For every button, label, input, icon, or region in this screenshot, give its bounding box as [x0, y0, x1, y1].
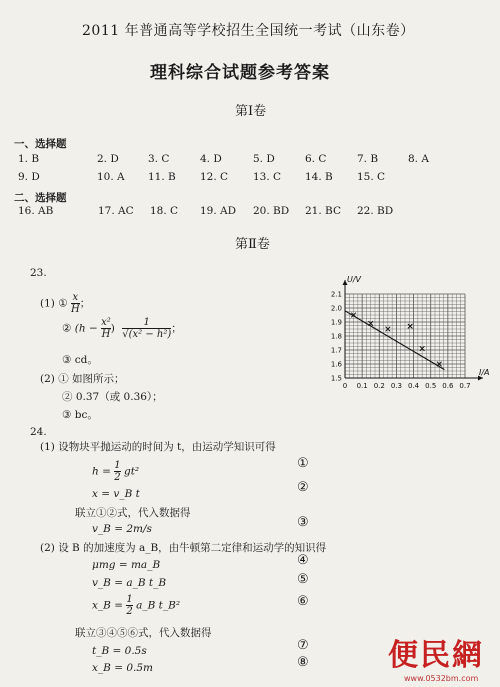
- answer-item: 5. D: [253, 153, 275, 165]
- q23-p1-tail: ；: [79, 297, 91, 310]
- x-tick-label: 0.7: [459, 382, 471, 390]
- eq6-left: x_B =: [92, 599, 124, 612]
- answer-item: 18. C: [150, 205, 179, 217]
- eq1-fraction: [114, 460, 120, 483]
- answer-item: 22. BD: [357, 205, 394, 217]
- answer-item: 13. C: [253, 171, 282, 183]
- frac-num: 1: [114, 460, 121, 471]
- y-tick-label: 1.6: [330, 360, 342, 369]
- answer-item: 12. C: [200, 171, 229, 183]
- page-title: 理科综合试题参考答案: [150, 63, 330, 83]
- y-tick-label: 1.9: [330, 318, 342, 327]
- volume-2-heading: 第Ⅱ卷: [235, 237, 270, 252]
- frac-num: x: [72, 292, 79, 303]
- frac-den: H: [70, 304, 80, 315]
- q24-part2-text: (2) 设 B 的加速度为 a_B，由牛顿第二定律和运动学的知识得: [40, 542, 327, 554]
- fit-line: [345, 311, 444, 370]
- q23-p1b-label: ②: [62, 322, 72, 335]
- q23-p1b-mid: ): [110, 322, 115, 335]
- answer-item: 3. C: [148, 153, 170, 165]
- q24-eq8: x_B = 0.5m: [92, 662, 154, 674]
- q23-number: 23.: [30, 267, 47, 279]
- volume-1-heading: 第Ⅰ卷: [235, 104, 267, 119]
- marker-5: ⑤: [297, 572, 309, 587]
- answer-item: 11. B: [148, 171, 176, 183]
- marker-7: ⑦: [297, 638, 309, 653]
- q24-eq5: v_B = a_B t_B: [92, 577, 167, 589]
- answer-item: 20. BD: [253, 205, 290, 217]
- y-tick-label: 1.5: [330, 374, 342, 383]
- y-tick-label: 1.7: [330, 346, 342, 355]
- marker-3: ③: [297, 515, 309, 530]
- x-tick-label: 0.2: [373, 382, 385, 390]
- answer-item: 17. AC: [98, 205, 134, 217]
- q23-part1-a: [40, 292, 90, 315]
- frac-den: 2: [114, 472, 121, 483]
- frac-num: 1: [126, 594, 133, 605]
- marker-8: ⑧: [297, 655, 309, 670]
- q24-number: 24.: [30, 426, 47, 438]
- q23-p1b-tail: ；: [171, 322, 182, 335]
- marker-4: ④: [297, 553, 309, 568]
- frac-den: √(x² − h²): [122, 329, 172, 340]
- eq6-fraction: [126, 594, 132, 617]
- y-tick-label: 2.1: [330, 290, 342, 299]
- x-axis-label: I/A: [479, 368, 490, 377]
- q24-eq2: x = v_B t: [92, 488, 140, 500]
- x-tick-label: 0.1: [356, 382, 368, 390]
- answer-item: 10. A: [97, 171, 125, 183]
- data-point: [408, 324, 413, 329]
- q24-part1-text: (1) 设物块平抛运动的时间为 t，由运动学知识可得: [40, 441, 276, 453]
- marker-2: ②: [297, 480, 309, 495]
- frac-den: H: [101, 329, 111, 340]
- answer-item: 8. A: [408, 153, 429, 165]
- eq1-right: gt²: [123, 465, 140, 478]
- answer-item: 19. AD: [200, 205, 237, 217]
- answer-item: 1. B: [18, 153, 40, 165]
- q24-eq6: [92, 594, 180, 617]
- x-tick-label: 0.4: [408, 382, 420, 390]
- frac-num: x²: [101, 317, 111, 328]
- q24-eq7: t_B = 0.5s: [92, 645, 147, 657]
- q24-eq1: [92, 460, 139, 483]
- q23-part1-c: ③ cd。: [62, 354, 98, 366]
- q23-part2-a: (2) ① 如图所示；: [40, 373, 125, 385]
- y-axis-label: U/V: [347, 275, 362, 284]
- q24-combine-2: 联立③④⑤⑥式，代入数据得: [75, 627, 212, 639]
- q23-p1-fraction: [71, 292, 80, 315]
- answer-item: 6. C: [305, 153, 327, 165]
- u-i-chart: [325, 270, 495, 400]
- eq1-left: h =: [92, 465, 111, 478]
- frac-den: 2: [126, 606, 133, 617]
- exam-title: 2011 年普通高等学校招生全国统一考试（山东卷）: [82, 23, 415, 39]
- answer-item: 14. B: [305, 171, 333, 183]
- y-tick-label: 2.0: [330, 304, 342, 313]
- x-tick-label: 0.3: [390, 382, 402, 390]
- answer-item: 2. D: [97, 153, 119, 165]
- q23-p1b-frac2: [122, 317, 171, 340]
- section1-heading: 一、选择题: [14, 138, 67, 150]
- x-tick-label: 0.5: [425, 382, 437, 390]
- q23-p1-label: (1) ①: [40, 297, 68, 310]
- q23-part1-b: [62, 317, 182, 340]
- eq6-right: a_B t_B²: [136, 599, 181, 612]
- q23-part2-b: ② 0.37（或 0.36）；: [62, 391, 163, 403]
- answer-item: 21. BC: [305, 205, 341, 217]
- answer-item: 15. C: [357, 171, 386, 183]
- marker-6: ⑥: [297, 594, 309, 609]
- watermark-url: www.0532bm.com: [404, 674, 479, 683]
- x-tick-label: 0.6: [442, 382, 454, 390]
- q23-p1b-frac1: [101, 317, 111, 340]
- q24-eq4: μmg = ma_B: [92, 559, 161, 571]
- watermark-logo: 便民網: [388, 638, 484, 673]
- q23-p1b-left: (h −: [74, 322, 98, 335]
- y-tick-label: 1.8: [330, 332, 342, 341]
- answer-item: 7. B: [357, 153, 379, 165]
- q23-part2-c: ③ bc。: [62, 409, 98, 421]
- marker-1: ①: [297, 456, 309, 471]
- answer-item: 4. D: [200, 153, 222, 165]
- frac-num: 1: [143, 317, 150, 328]
- section2-heading: 二、选择题: [14, 192, 67, 204]
- q24-eq3: v_B = 2m/s: [92, 523, 152, 535]
- q24-combine-1: 联立①②式，代入数据得: [75, 507, 191, 519]
- answer-item: 16. AB: [18, 205, 54, 217]
- x-tick-label: 0: [342, 382, 348, 390]
- answer-item: 9. D: [18, 171, 40, 183]
